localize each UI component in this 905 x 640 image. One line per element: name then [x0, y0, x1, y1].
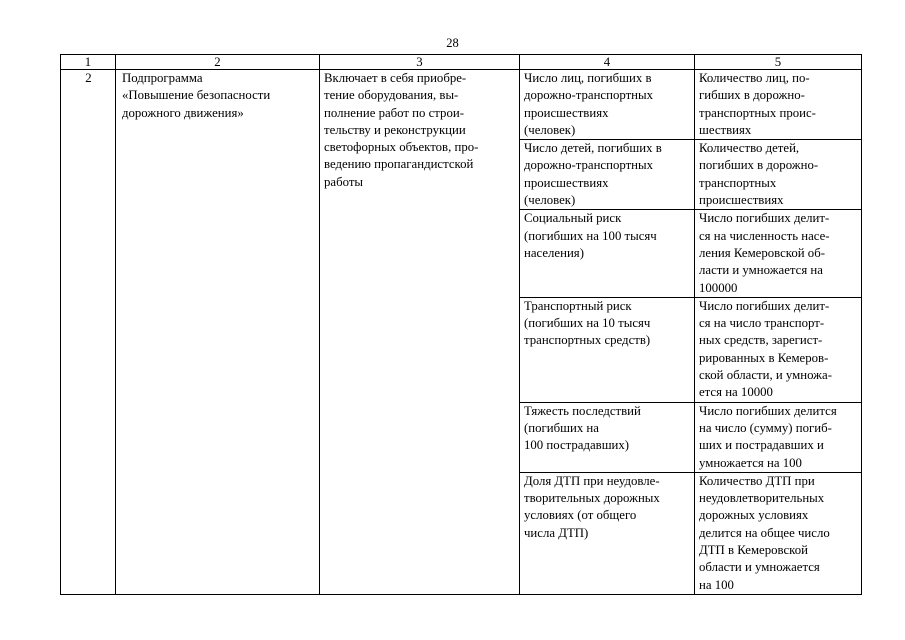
indicator-method: Количество лиц, по- гибших в дорожно- транспортных проис- шествиях [699, 71, 816, 137]
column-header: 5 [695, 55, 862, 70]
indicator-name-cell [520, 210, 695, 297]
program-name-cell [116, 70, 320, 595]
indicator-name: Тяжесть последствий (погибших на 100 пострадавших) [524, 403, 641, 453]
indicator-name-cell [520, 140, 695, 210]
table-row [61, 70, 862, 140]
indicator-name: Число лиц, погибших в дорожно-транспортных происшествиях (человек) [524, 71, 654, 137]
indicator-method-cell [695, 297, 862, 402]
indicator-method-cell [695, 70, 862, 140]
indicator-name-cell [520, 402, 695, 472]
column-header: 4 [520, 55, 695, 70]
indicator-name-cell [520, 472, 695, 594]
page-number: 28 [446, 36, 459, 50]
indicator-method-cell [695, 402, 862, 472]
program-name: Подпрограмма «Повышение безопасности дорожного движения» [122, 71, 271, 120]
indicator-name: Транспортный риск (погибших на 10 тысяч транспортных средств) [524, 298, 651, 348]
program-description-cell [320, 70, 520, 595]
indicator-name-cell [520, 297, 695, 402]
column-header: 3 [320, 55, 520, 70]
column-header: 1 [61, 55, 116, 70]
indicator-method: Количество ДТП при неудовлетворительных дорожных условиях делится на общее число ДТП в Кемеровской области и умножается на 100 [699, 473, 830, 592]
indicator-method: Число погибших делит- ся на число транспорт- ных средств, зарегист- рированных в Кемеров- ской области, и умножа- ется на 10000 [699, 298, 832, 400]
indicator-method-cell [695, 210, 862, 297]
indicator-name-cell [520, 70, 695, 140]
indicator-name: Социальный риск (погибших на 100 тысяч населения) [524, 211, 657, 260]
indicator-method-cell [695, 140, 862, 210]
indicator-name: Число детей, погибших в дорожно-транспортных происшествиях (человек) [524, 141, 662, 208]
indicator-name: Доля ДТП при неудовле- творительных дорожных условиях (от общего числа ДТП) [524, 473, 660, 540]
indicator-method-cell [695, 472, 862, 594]
program-number: 2 [61, 70, 116, 595]
table-header-row [61, 55, 862, 70]
indicator-method: Число погибших делится на число (сумму) погиб- ших и пострадавших и умножается на 100 [699, 403, 837, 470]
indicator-method: Количество детей, погибших в дорожно- транспортных происшествиях [699, 141, 819, 208]
indicator-method: Число погибших делит- ся на численность насе- ления Кемеровской об- ласти и умножается на 100000 [699, 211, 830, 295]
column-header: 2 [116, 55, 320, 70]
program-description: Включает в себя приобре- тение оборудования, вы- полнение работ по строи- тельству и реконструкции светофорных объектов, про- ведению пропагандистской работы [324, 71, 479, 189]
indicators-table [60, 54, 862, 595]
